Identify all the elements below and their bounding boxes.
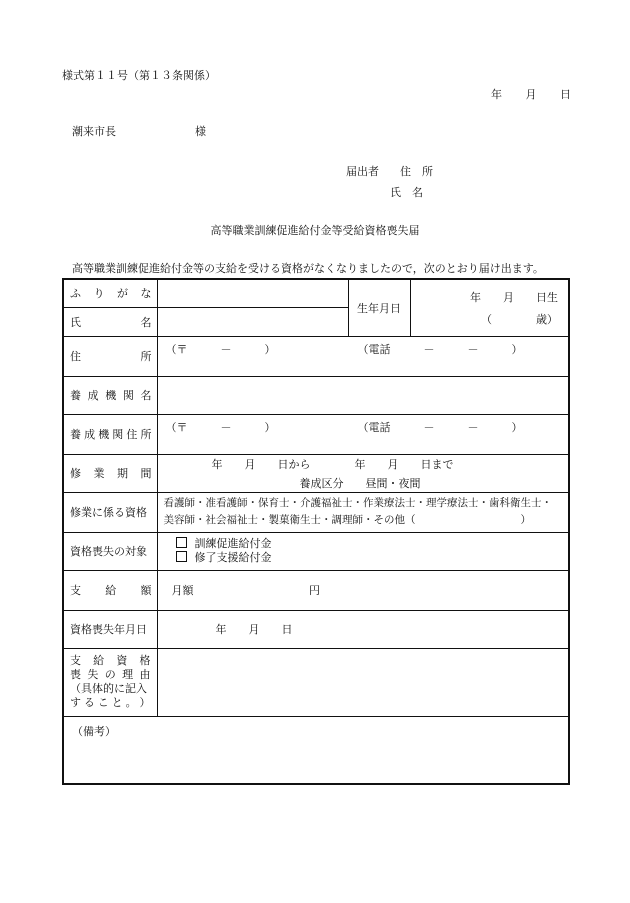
institution-name-field[interactable]: [157, 376, 569, 414]
addressee: 潮来市長: [72, 125, 116, 138]
age-line: （ 歳）: [481, 312, 558, 326]
remarks-field[interactable]: [63, 716, 569, 784]
birthdate-field[interactable]: [410, 279, 569, 336]
institution-address-field[interactable]: [157, 414, 569, 454]
option-completion-benefit[interactable]: 修了支援給付金: [176, 551, 569, 565]
loss-reason-label: 支 給 資 格 喪 失 の 理 由 （具体的に記入 す る こ と 。 ）: [63, 648, 157, 716]
training-division: 養成区分 昼間・夜間: [299, 476, 421, 490]
study-period-field[interactable]: [157, 454, 569, 492]
notifier-address: [346, 163, 433, 179]
completion-benefit-checkbox[interactable]: [176, 551, 187, 562]
option-training-benefit[interactable]: 訓練促進給付金: [176, 537, 569, 551]
training-benefit-checkbox[interactable]: [176, 537, 187, 548]
birthdate-line: 年 月 日生: [470, 290, 558, 304]
loss-target-label: 資格喪失の対象: [63, 532, 157, 570]
application-form-table: [62, 278, 570, 785]
notifier-label: 届出者: [346, 165, 379, 178]
remarks-label: （備考）: [72, 724, 116, 738]
date-month: 月: [525, 88, 537, 101]
qualification-field[interactable]: [157, 492, 569, 532]
date-year: 年: [491, 88, 502, 101]
payment-amount-label: 支 給 額: [63, 570, 157, 610]
name-field[interactable]: [157, 307, 348, 336]
payment-amount-field[interactable]: [157, 570, 569, 610]
furigana-label: ふ り が な: [63, 279, 157, 307]
postal-code: （〒 － ）: [165, 342, 276, 356]
qualification-label: 修業に係る資格: [63, 492, 157, 532]
qualification-options-line1: 看護師・准看護師・保育士・介護福祉士・作業療法士・理学療法士・歯科衛生士・: [163, 497, 552, 509]
address-label: 住 所: [63, 336, 157, 376]
form-number: 様式第１１号（第１３条関係）: [62, 69, 216, 82]
intro-text: 高等職業訓練促進給付金等の支給を受ける資格がなくなりましたので，次のとおり届け出ます。: [72, 262, 544, 275]
address-field[interactable]: [157, 336, 569, 376]
loss-reason-field[interactable]: [157, 648, 569, 716]
loss-date-label: 資格喪失年月日: [63, 610, 157, 648]
loss-date-line: 年 月 日: [215, 623, 293, 636]
institution-name-label: 養 成 機 関 名: [63, 376, 157, 414]
phone-number: （電話 － － ）: [357, 342, 523, 356]
institution-phone-number: （電話 － － ）: [357, 420, 523, 434]
name-label: 氏 名: [63, 307, 157, 336]
study-period-line: 年 月 日から 年 月 日まで: [211, 457, 454, 471]
honorific: 様: [195, 125, 206, 138]
furigana-field[interactable]: [157, 279, 348, 307]
notifier-name-label: 氏 名: [390, 186, 423, 199]
loss-target-field: [157, 532, 569, 570]
yen-label: 円: [309, 584, 320, 597]
document-title: 高等職業訓練促進給付金等受給資格喪失届: [210, 224, 420, 237]
loss-date-field[interactable]: [157, 610, 569, 648]
monthly-label: 月額: [171, 584, 194, 597]
study-period-label: 修 業 期 間: [63, 454, 157, 492]
institution-address-label: 養 成 機 関 住 所: [63, 414, 157, 454]
qualification-options-line2: 美容師・社会福祉士・製菓衛生士・調理師・その他（ ）: [163, 514, 531, 526]
submission-date: [491, 86, 571, 102]
institution-postal-code: （〒 － ）: [165, 420, 276, 434]
birthdate-label: 生年月日: [348, 279, 410, 336]
date-day: 日: [560, 88, 571, 101]
notifier-address-label: 住 所: [400, 165, 433, 178]
